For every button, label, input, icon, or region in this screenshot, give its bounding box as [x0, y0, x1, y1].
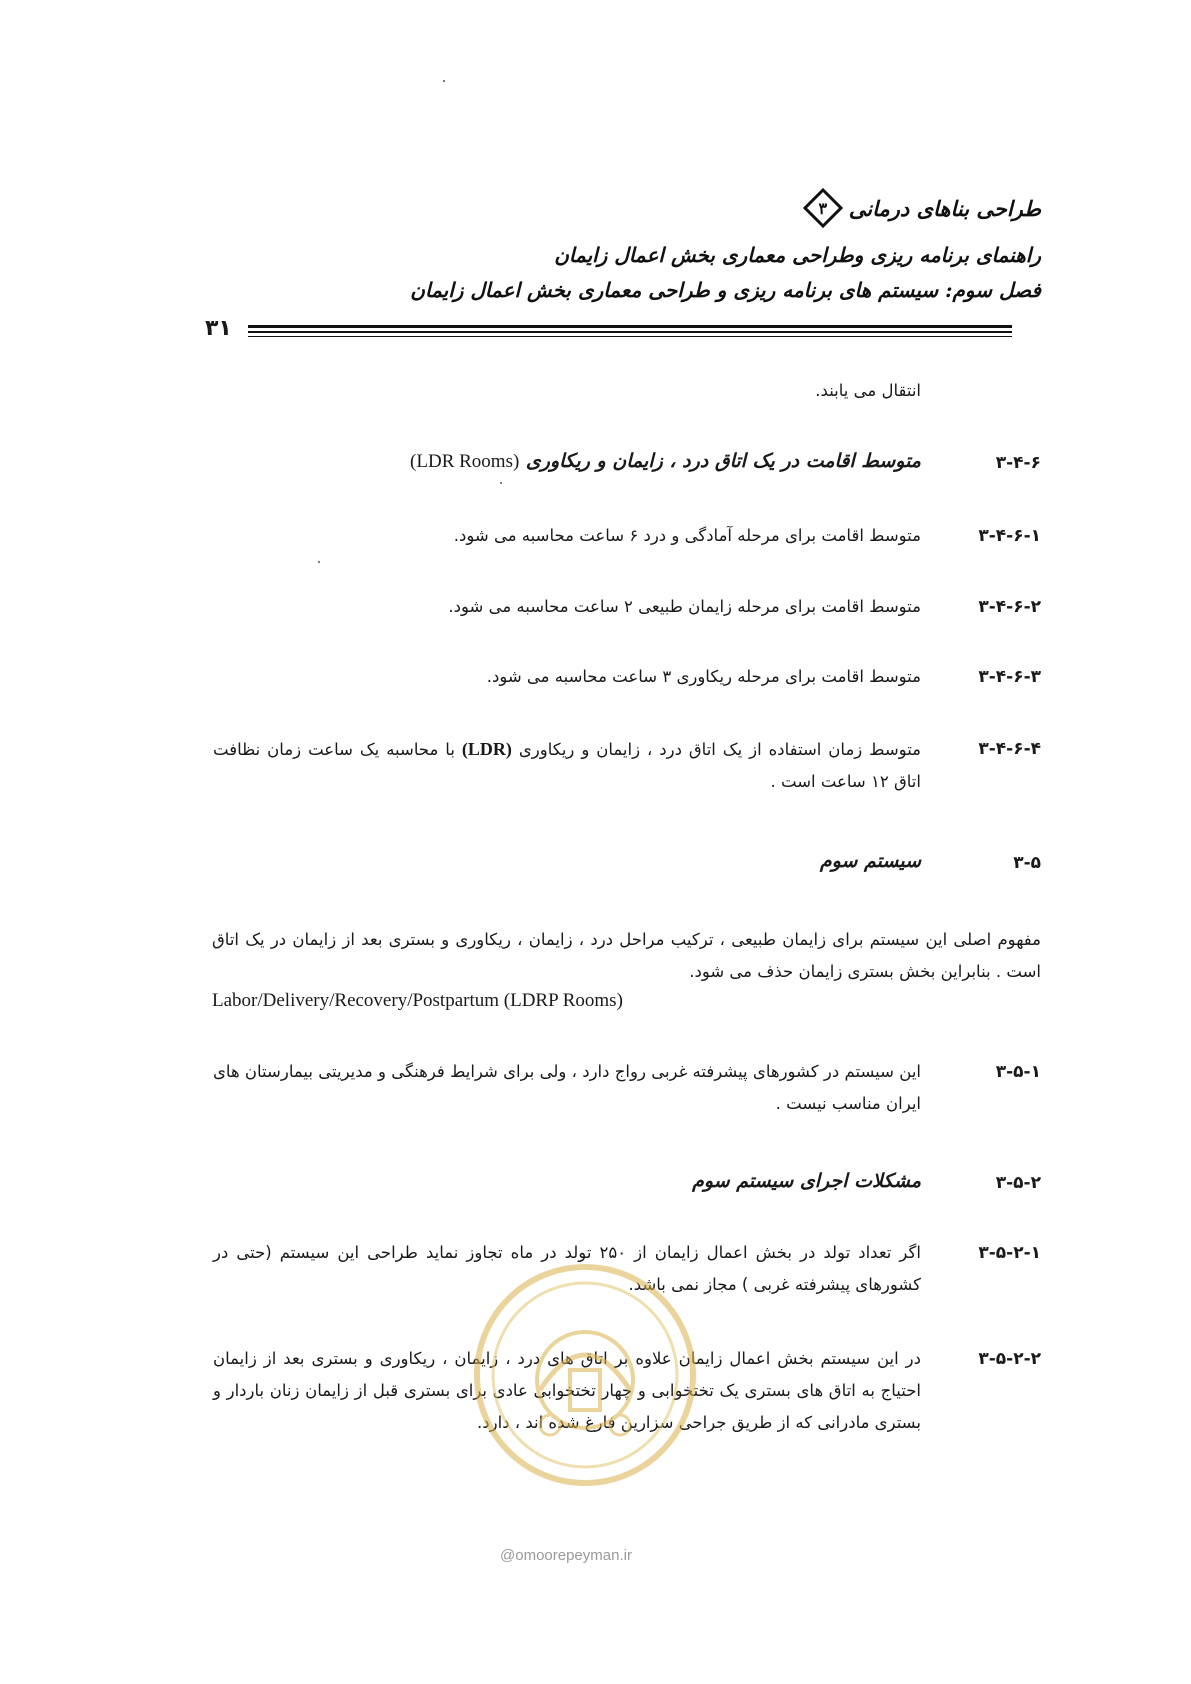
section-heading: مشکلات اجرای سیستم سوم: [692, 1170, 921, 1192]
item-text: در این سیستم بخش اعمال زایمان علاوه بر اتاق های درد ، زایمان ، ریکاوری و بستری بعد از زایمان احتیاج به اتاق های بستری یک تختخوابی و چهار تختخوابی عادی برای بستری قبل از زایمان زنان باردار و بستری مادرانی که از طریق جراحی سزارین فارغ شده اند ، دارد.: [213, 1349, 921, 1432]
intro-text: انتقال می یابند.: [815, 381, 921, 400]
book-number: ۳: [818, 198, 828, 218]
item-number: ۳-۴-۶-۲: [978, 597, 1041, 617]
section-heading-text: متوسط اقامت در یک اتاق درد ، زایمان و ریکاوری: [525, 450, 921, 472]
section-heading-latin: (LDR Rooms): [410, 451, 520, 472]
scan-speck: [443, 80, 445, 82]
chapter-number-badge: [803, 188, 843, 228]
page-number: ۳۱: [205, 316, 232, 341]
header-rule: [248, 331, 1012, 333]
item-number: ۳-۴-۶-۴: [978, 739, 1041, 759]
book-title-line: [803, 188, 1041, 228]
section-number: ۳-۴-۶: [995, 453, 1041, 473]
section-number: ۳-۵-۲: [995, 1173, 1041, 1193]
section-number: ۳-۵: [1013, 853, 1041, 873]
item-number: ۳-۵-۲-۱: [978, 1243, 1041, 1263]
chapter-title-line: [410, 278, 1041, 302]
item-text: متوسط اقامت برای مرحله آمادگی و درد ۶ ساعت محاسبه می شود.: [453, 526, 921, 545]
scan-speck: [500, 482, 502, 484]
concept-paragraph: مفهوم اصلی این سیستم برای زایمان طبیعی ، ترکیب مراحل درد ، زایمان ، ریکاوری و بستری بعد از زایمان در یک اتاق است . بنابراین بخش بستری زایمان حذف می شود.: [212, 930, 1041, 981]
item-number: ۳-۵-۲-۲: [978, 1349, 1041, 1369]
header-rule: [248, 325, 1012, 328]
book-subtitle: راهنمای برنامه ریزی وطراحی معماری بخش اعمال زایمان: [554, 243, 1041, 267]
chapter-label: فصل سوم:: [945, 278, 1041, 302]
scan-speck: [318, 561, 320, 563]
item-text-part: متوسط زمان استفاده از یک اتاق درد ، زایمان و ریکاوری: [518, 740, 922, 759]
section-heading: [410, 450, 921, 473]
item-text: اگر تعداد تولد در بخش اعمال زایمان از ۲۵۰ تولد در ماه تجاوز نماید طراحی این سیستم (حتی در کشورهای پیشرفته غربی ) مجاز نمی باشد.: [213, 1243, 921, 1294]
watermark-caption: @omoorepeyman.ir: [500, 1547, 632, 1564]
item-text-ldr: [213, 733, 921, 798]
item-text-part: با محاسبه یک ساعت زمان نظافت اتاق ۱۲ ساعت است .: [213, 740, 921, 791]
item-text: متوسط اقامت برای مرحله ریکاوری ۳ ساعت محاسبه می شود.: [486, 667, 921, 686]
watermark-seal: [470, 1260, 700, 1490]
item-text: متوسط اقامت برای مرحله زایمان طبیعی ۲ ساعت محاسبه می شود.: [448, 597, 921, 616]
section-heading: سیستم سوم: [819, 850, 921, 872]
book-title: طراحی بناهای درمانی: [848, 195, 1041, 221]
item-number: ۳-۴-۶-۳: [978, 667, 1041, 687]
item-number: ۳-۴-۶-۱: [978, 526, 1041, 546]
chapter-title: سیستم های برنامه ریزی و طراحی معماری بخش اعمال زایمان: [410, 278, 939, 302]
section-text: این سیستم در کشورهای پیشرفته غربی رواج دارد ، ولی برای شرایط فرهنگی و مدیریتی بیمارستان های ایران مناسب نیست .: [213, 1062, 921, 1113]
section-number: ۳-۵-۱: [995, 1062, 1041, 1082]
header-rule: [248, 336, 1012, 337]
concept-latin-line: Labor/Delivery/Recovery/Postpartum (LDRP Rooms): [212, 990, 623, 1011]
item-text-latin: (LDR): [461, 739, 512, 759]
